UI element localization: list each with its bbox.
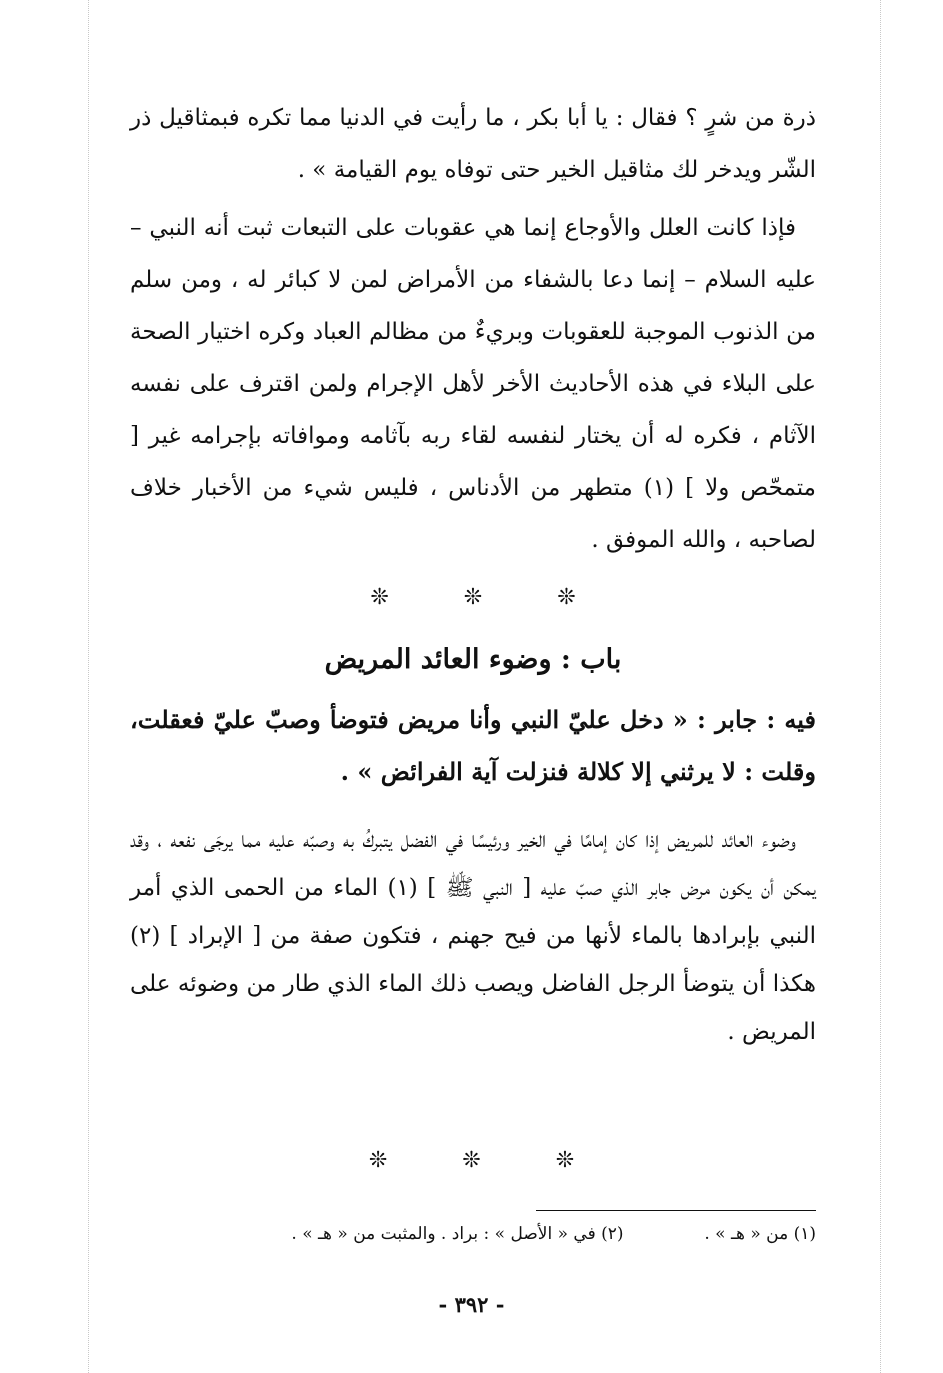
separator-star: ❊ xyxy=(557,585,576,610)
separator-star: ❊ xyxy=(370,585,389,610)
paragraph-1: ذرة من شرٍ ؟ فقال : يا أبا بكر ، ما رأيت في الدنيا مما تكره فبمثاقيل ذر الشّر ويدخر لك مثاقيل الخير حتى توفاه يوم القيامة » . xyxy=(130,105,816,183)
paragraph-2: فإذا كانت العلل والأوجاع إنما هي عقوبات على التبعات ثبت أنه النبي – عليه السلام – إنما دعا بالشفاء من الأمراض لمن لا كبائر له ، ومن سلم من الذنوب الموجبة للعقوبات وبريءٌ من مظالم العباد وكره اختيار الصحة على البلاء في هذه الأحاديث الأخر لأهل الإجرام ولمن اقترف على نفسه الآثام ، فكره له أن يختار لنفسه لقاء ربه بآثامه وموافاته بإجرامه غير [ متمحّص ولا ] (١) متطهر من الأدناس ، فليس شيء من الأخبار خلاف لصاحبه ، والله الموفق . xyxy=(130,215,816,553)
page-body xyxy=(130,92,816,1056)
chapter-title: باب : وضوء العائد المريض xyxy=(324,644,622,675)
footnote-rule xyxy=(536,1210,816,1211)
separator-star: ❊ xyxy=(555,1148,575,1173)
end-separator xyxy=(0,1148,943,1173)
footnote-1: (١) من « هـ » . xyxy=(704,1224,816,1244)
footnotes xyxy=(291,1224,816,1244)
separator-star: ❊ xyxy=(368,1148,388,1173)
footnote-2: (٢) في « الأصل » : براد . والمثبت من « هـ » . xyxy=(291,1224,624,1244)
hadith-text: فيه : جابر : « دخل عليّ النبي وأنا مريض فتوضأ وصبّ عليّ فعقلت، وقلت : لا يرثني إلا كلالة فنزلت آية الفرائض » . xyxy=(130,705,816,786)
section-separator xyxy=(130,578,816,618)
commentary-text: وضوء العائد للمريض إذا كان إمامًا في الخير ورئيسًا في الفضل يتبركُ به وصبّه عليه مما يرجَى نفعه ، وقد يمكن أن يكون مرض جابر الذي صبّ عليه [ النبي ﷺ ] (١) الماء من الحمى الذي أمر النبي بإبرادها بالماء لأنها من فيح جهنم ، فتكون صفة من [ الإبراد ] (٢) هكذا أن يتوضأ الرجل الفاضل ويصب ذلك الماء الذي طار من وضوئه على المريض . xyxy=(130,827,816,1045)
page-number: - ٣٩٢ - xyxy=(438,1292,505,1317)
separator-star: ❊ xyxy=(462,1148,481,1173)
separator-star: ❊ xyxy=(463,585,483,610)
